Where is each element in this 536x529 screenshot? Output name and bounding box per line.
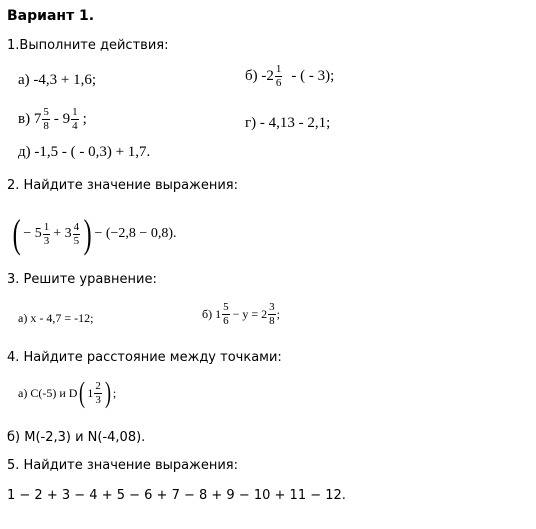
task1-item-v — [18, 107, 87, 132]
task4-item-b: б) M(-2,3) и N(-4,08). — [7, 430, 146, 445]
task2-heading: 2. Найдите значение выражения: — [7, 178, 239, 193]
fraction-numerator: 3 — [269, 301, 275, 313]
fraction-denominator: 6 — [275, 77, 282, 89]
fraction-denominator: 3 — [43, 234, 50, 247]
fraction-numerator: 4 — [73, 220, 80, 233]
task1-v-mid: - 9 — [53, 111, 71, 127]
task1-b-suffix: - ( - 3); — [291, 68, 335, 84]
fraction-denominator: 3 — [95, 393, 101, 406]
task4-a-prefix: а) C(-5) и D — [18, 385, 78, 400]
task3-b-prefix: б) 1 — [202, 307, 222, 321]
task2-fraction-2 — [73, 222, 81, 247]
left-paren: ( — [12, 211, 21, 256]
task3-b-fraction-1 — [222, 302, 230, 327]
right-paren: ) — [83, 211, 92, 256]
task1-v-suffix: ; — [82, 111, 87, 127]
task2-tail: − (−2,8 − 0,8). — [94, 226, 177, 241]
fraction-numerator: 5 — [43, 106, 49, 118]
task4-heading: 4. Найдите расстояние между точками: — [7, 350, 282, 365]
task1-item-g: г) - 4,13 - 2,1; — [245, 115, 331, 131]
task2-minus5: − 5 — [23, 226, 42, 241]
fraction-numerator: 1 — [275, 63, 282, 75]
task1-item-d: д) -1,5 - ( - 0,3) + 1,7. — [18, 144, 151, 160]
task1-item-b — [245, 64, 334, 89]
task5-expression: 1 − 2 + 3 − 4 + 5 − 6 + 7 − 8 + 9 − 10 + 11 − 12. — [7, 488, 346, 503]
task4-item-a — [18, 378, 116, 408]
task3-item-b — [202, 302, 280, 327]
task4-a-fraction — [94, 381, 102, 406]
task2-plus3: + 3 — [53, 226, 72, 241]
task1-v-fraction-1 — [42, 107, 50, 132]
task3-b-mid: − y = 2 — [232, 307, 268, 321]
task1-heading: 1.Выполните действия: — [7, 38, 169, 53]
task2-expression — [10, 211, 177, 256]
right-paren: ) — [104, 376, 111, 409]
task1-b-fraction — [275, 64, 283, 89]
task2-fraction-1 — [43, 222, 51, 247]
task3-heading: 3. Решите уравнение: — [7, 272, 157, 287]
fraction-numerator: 5 — [223, 301, 229, 313]
fraction-denominator: 6 — [223, 315, 229, 327]
task1-item-a: а) -4,3 + 1,6; — [18, 72, 97, 88]
task5-heading: 5. Найдите значение выражения: — [7, 458, 239, 473]
left-paren: ( — [79, 376, 86, 409]
task1-b-prefix: б) -2 — [245, 68, 274, 84]
fraction-denominator: 5 — [73, 234, 80, 247]
fraction-denominator: 4 — [72, 120, 78, 132]
page-title: Вариант 1. — [7, 8, 95, 24]
task3-b-suffix: ; — [276, 307, 280, 321]
task1-v-prefix: в) 7 — [18, 111, 42, 127]
task1-v-fraction-2 — [71, 107, 79, 132]
fraction-denominator: 8 — [269, 315, 275, 327]
fraction-numerator: 1 — [43, 220, 50, 233]
task4-a-whole: 1 — [87, 385, 94, 400]
task3-b-fraction-2 — [268, 302, 276, 327]
fraction-numerator: 1 — [72, 106, 78, 118]
fraction-numerator: 2 — [95, 379, 101, 392]
fraction-denominator: 8 — [43, 120, 49, 132]
task4-a-suffix: ; — [112, 385, 117, 400]
task3-item-a: а) x - 4,7 = -12; — [18, 311, 94, 325]
